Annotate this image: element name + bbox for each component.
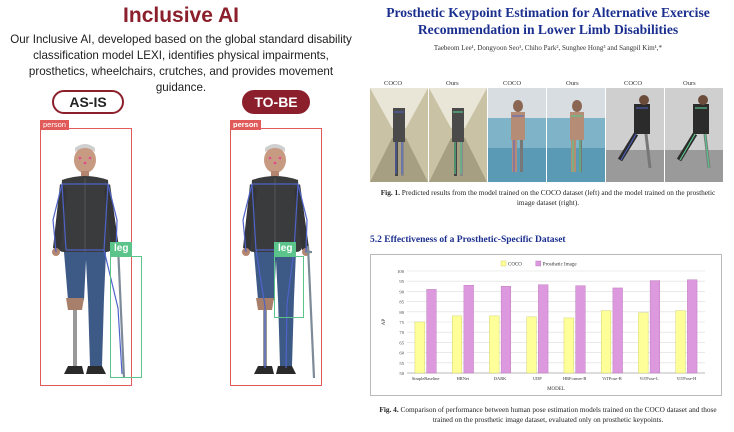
legend-swatch: [536, 261, 541, 266]
legend-swatch: [501, 261, 506, 266]
y-tick-label: 95: [399, 279, 404, 285]
brand-description: Our Inclusive AI, developed based on the global standard disability classification model LEXI, identifies physical impairments, prosthetics, wheelchairs, crutches, and provides movement guidance.: [10, 33, 352, 94]
fig4-caption: [372, 405, 724, 425]
leg-box: [110, 256, 142, 378]
bar-prosthetic: [613, 288, 623, 373]
paper-title: Prosthetic Keypoint Estimation for Alternative Exercise Recommendation in Lower Limb Disabilities: [386, 5, 710, 37]
photo-labels: [370, 80, 722, 88]
fig4-label: Fig. 4.: [379, 405, 399, 414]
fig1-photo: [665, 88, 723, 182]
tobe-label: TO-BE: [242, 90, 310, 114]
bar-prosthetic: [464, 285, 474, 373]
y-tick-label: 85: [399, 299, 404, 305]
bar-coco: [676, 311, 686, 373]
x-tick-label: DARK: [493, 376, 507, 381]
brand-title: Inclusive AI: [123, 4, 239, 27]
y-tick-label: 50: [399, 371, 404, 376]
leg-box: [274, 256, 304, 318]
person-tag: person: [230, 120, 261, 130]
bar-coco: [601, 311, 611, 373]
fig1-label: Fig. 1.: [380, 188, 400, 197]
bar-coco: [489, 316, 499, 373]
leg-tag: leg: [274, 242, 296, 256]
photo-label: COCO: [503, 80, 522, 87]
x-tick-label: HRFormer-B: [562, 376, 587, 381]
fig1-photo: [429, 88, 487, 182]
photo-label: Ours: [446, 80, 459, 87]
paper-authors: Taebeom Lee¹, Dongyoon Seo¹, Chiho Park², Sunghee Hong³ and Sangpil Kim¹,*: [433, 44, 663, 52]
legend-label: Prosthetic Image: [542, 262, 577, 268]
inclusive-ai-panel: [0, 0, 362, 432]
photo-label: Ours: [566, 80, 579, 87]
asis-detection: [40, 120, 132, 386]
y-tick-label: 90: [399, 289, 404, 295]
tobe-detection: [230, 120, 322, 386]
x-tick-label: SimpleBaseline: [411, 376, 440, 381]
bar-coco: [638, 313, 648, 373]
x-tick-label: ViTPose-L: [639, 376, 659, 381]
section-heading: 5.2 Effectiveness of a Prosthetic-Specific Dataset: [370, 235, 566, 245]
photo-label: Ours: [683, 80, 696, 87]
bar-prosthetic: [650, 281, 660, 373]
fig4-text: Comparison of performance between human pose estimation models trained on the COCO dataset and those trained on the prosthetic image dataset, evaluated only on prosthetic keypoints.: [400, 405, 717, 424]
x-tick-label: ViTPose-B: [602, 376, 622, 381]
x-tick-label: UDP: [532, 376, 542, 381]
leg-tag: leg: [110, 242, 132, 256]
asis-label: AS-IS: [52, 90, 124, 114]
y-tick-label: 75: [399, 320, 404, 325]
photo-label: COCO: [624, 80, 643, 87]
bar-prosthetic: [501, 286, 511, 373]
y-axis-label: AP: [382, 318, 387, 326]
legend-label: COCO: [508, 262, 522, 268]
fig1-photo: [547, 88, 605, 182]
y-tick-label: 60: [399, 350, 404, 356]
y-tick-label: 55: [399, 360, 404, 366]
fig1-photo: [488, 88, 546, 182]
fig1-text: Predicted results from the model trained on the COCO dataset (left) and the model trained on the prosthetic image dataset (right).: [401, 188, 716, 207]
y-tick-label: 100: [397, 269, 404, 274]
fig1-photos: [370, 88, 722, 182]
fig1-photo: [370, 88, 428, 182]
photo-label: COCO: [384, 80, 403, 87]
bar-prosthetic: [687, 280, 697, 373]
y-tick-label: 80: [399, 309, 404, 315]
bar-coco: [452, 316, 462, 373]
bar-coco: [564, 318, 574, 373]
bar-coco: [527, 317, 537, 373]
bar-prosthetic: [538, 285, 548, 373]
chart-svg: [371, 255, 721, 395]
bar-prosthetic: [576, 286, 586, 373]
bar-coco: [415, 322, 425, 373]
fig1-caption: [372, 188, 724, 208]
bar-prosthetic: [427, 289, 437, 373]
ap-bar-chart: [370, 254, 722, 396]
paper-panel: [362, 0, 734, 432]
person-tag: person: [40, 120, 69, 130]
x-axis-label: MODEL: [547, 387, 565, 392]
y-tick-label: 70: [399, 330, 404, 336]
y-tick-label: 65: [399, 340, 404, 346]
fig1-photo: [606, 88, 664, 182]
x-tick-label: HRNet: [456, 376, 470, 381]
x-tick-label: ViTPose-H: [676, 376, 697, 381]
